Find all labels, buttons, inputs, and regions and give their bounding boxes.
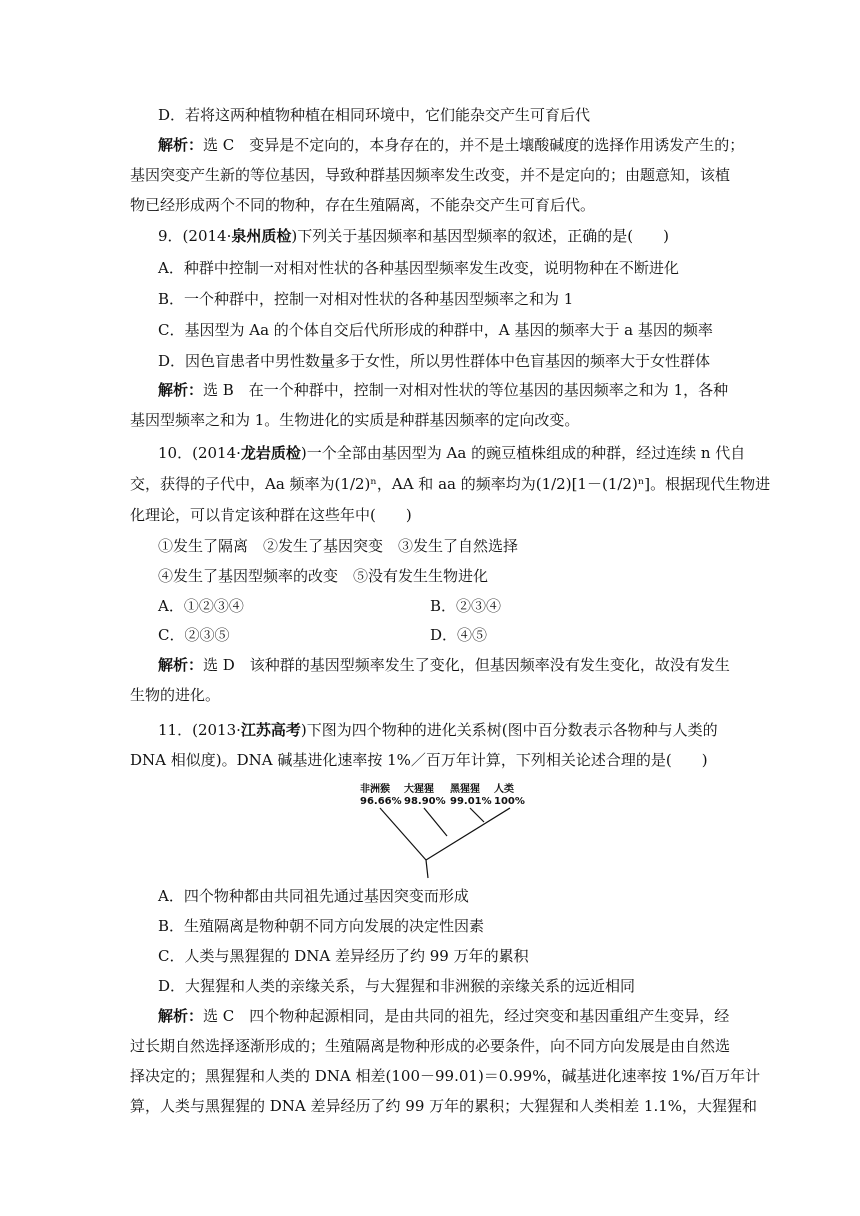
q10-explanation-line-2: 生物的进化。 <box>130 686 221 704</box>
tree-label-percent-3: 100% <box>494 796 525 807</box>
q8-option-d: D．若将这两种植物种植在相同环境中，它们能杂交产生可育后代 <box>158 106 591 124</box>
q10-stem-line-3: 化理论，可以肯定该种群在这些年中( ) <box>130 506 412 524</box>
q9-option-d: D．因色盲患者中男性数量多于女性，所以男性群体中色盲基因的频率大于女性群体 <box>158 352 711 370</box>
q11-explanation-line-2: 过长期自然选择逐渐形成的；生殖隔离是物种形成的必要条件，向不同方向发展是由自然选 <box>130 1037 731 1055</box>
q10-explanation-line-1 <box>158 655 730 675</box>
q10-option-d: D．④⑤ <box>430 626 488 644</box>
explanation-label: 解析： <box>158 1007 204 1025</box>
tree-label-percent-2: 99.01% <box>450 796 492 807</box>
q10-option-a: A．①②③④ <box>158 597 244 615</box>
q11-stem-text: )下图为四个物种的进化关系树(图中百分数表示各物种与人类的 <box>300 721 718 739</box>
q10-statement-1: ①发生了隔离 ②发生了基因突变 ③发生了自然选择 <box>158 537 519 555</box>
q11-explanation-line-3: 择决定的；黑猩猩和人类的 DNA 相差(100－99.01)＝0.99%，碱基进化速率按 1%/百万年计 <box>130 1067 761 1085</box>
q10-source: 龙岩质检 <box>240 444 301 462</box>
tree-label-percent-1: 98.90% <box>404 796 446 807</box>
tree-branch-chimp <box>470 808 484 822</box>
q10-statement-2: ④发生了基因型频率的改变 ⑤没有发生生物进化 <box>158 567 489 585</box>
tree-branch-gorilla <box>424 808 447 836</box>
tree-label-species-2: 黑猩猩 <box>450 784 480 795</box>
q8-explanation-line-1 <box>158 135 744 155</box>
tree-label-species-3: 人类 <box>494 784 514 795</box>
q11-stem-line-2: DNA 相似度)。DNA 碱基进化速率按 1%／百万年计算，下列相关论述合理的是( ) <box>130 751 708 769</box>
q10-stem-text: )一个全部由基因型为 Aa 的豌豆植株组成的种群，经过连续 n 代自 <box>300 444 746 462</box>
q9-option-b: B．一个种群中，控制一对相对性状的各种基因型频率之和为 1 <box>158 290 574 308</box>
q9-source: 泉州质检 <box>231 227 292 245</box>
q9-option-a: A．种群中控制一对相对性状的各种基因型频率发生改变，说明物种在不断进化 <box>158 259 679 277</box>
q8-explanation-line-2: 基因突变产生新的等位基因，导致种群基因频率发生改变，并不是定向的；由题意知，该植 <box>130 166 731 184</box>
explanation-label: 解析： <box>158 136 204 154</box>
q10-number: 10．(2014· <box>158 444 241 462</box>
tree-label-species-0: 非洲猴 <box>360 784 390 795</box>
tree-branch-monkey <box>380 808 426 860</box>
q8-explanation-text: 选 C 变异是不定向的，本身存在的，并不是土壤酸碱度的选择作用诱发产生的； <box>203 136 745 154</box>
q9-explanation-line-2: 基因型频率之和为 1。生物进化的实质是种群基因频率的定向改变。 <box>130 411 580 429</box>
q10-explanation-text: 选 D 该种群的基因型频率发生了变化，但基因频率没有发生变化，故没有发生 <box>203 656 730 674</box>
q11-option-c: C．人类与黑猩猩的 DNA 差异经历了约 99 万年的累积 <box>158 947 529 965</box>
q9-explanation-text: 选 B 在一个种群中，控制一对相对性状的等位基因的基因频率之和为 1，各种 <box>203 381 729 399</box>
q11-number: 11．(2013· <box>158 721 241 739</box>
tree-trunk-right <box>426 808 510 860</box>
q9-option-c: C．基因型为 Aa 的个体自交后代所形成的种群中，A 基因的频率大于 a 基因的频率 <box>158 321 713 339</box>
tree-root-branch <box>426 860 428 878</box>
q9-stem <box>158 226 669 246</box>
q10-option-b: B．②③④ <box>430 597 502 615</box>
evolution-tree-diagram <box>360 782 540 882</box>
q10-option-c: C．②③⑤ <box>158 626 230 644</box>
tree-label-species-1: 大猩猩 <box>404 784 434 795</box>
q8-explanation-line-3: 物已经形成两个不同的物种，存在生殖隔离，不能杂交产生可育后代。 <box>130 196 596 214</box>
q11-explanation-text: 选 C 四个物种起源相同，是由共同的祖先，经过突变和基因重组产生变异，经 <box>203 1007 730 1025</box>
q9-number: 9．(2014· <box>158 227 232 245</box>
q11-option-d: D．大猩猩和人类的亲缘关系，与大猩猩和非洲猴的亲缘关系的远近相同 <box>158 977 636 995</box>
tree-label-percent-0: 96.66% <box>360 796 402 807</box>
q10-stem-line-1 <box>158 443 745 463</box>
q11-option-b: B．生殖隔离是物种朝不同方向发展的决定性因素 <box>158 917 485 935</box>
q9-explanation-line-1 <box>158 380 728 400</box>
explanation-label: 解析： <box>158 381 204 399</box>
q11-explanation-line-4: 算，人类与黑猩猩的 DNA 差异经历了约 99 万年的累积；大猩猩和人类相差 1.1%，大猩猩和 <box>130 1097 758 1115</box>
q10-stem-line-2: 交，获得的子代中，Aa 频率为(1/2)ⁿ，AA 和 aa 的频率均为(1/2)[1－(1/2)ⁿ]。根据现代生物进 <box>130 475 771 493</box>
q11-source: 江苏高考 <box>240 721 301 739</box>
q9-stem-text: )下列关于基因频率和基因型频率的叙述，正确的是( ) <box>291 227 669 245</box>
q11-explanation-line-1 <box>158 1006 729 1026</box>
q11-stem-line-1 <box>158 720 718 740</box>
q11-option-a: A．四个物种都由共同祖先通过基因突变而形成 <box>158 887 469 905</box>
explanation-label: 解析： <box>158 656 204 674</box>
